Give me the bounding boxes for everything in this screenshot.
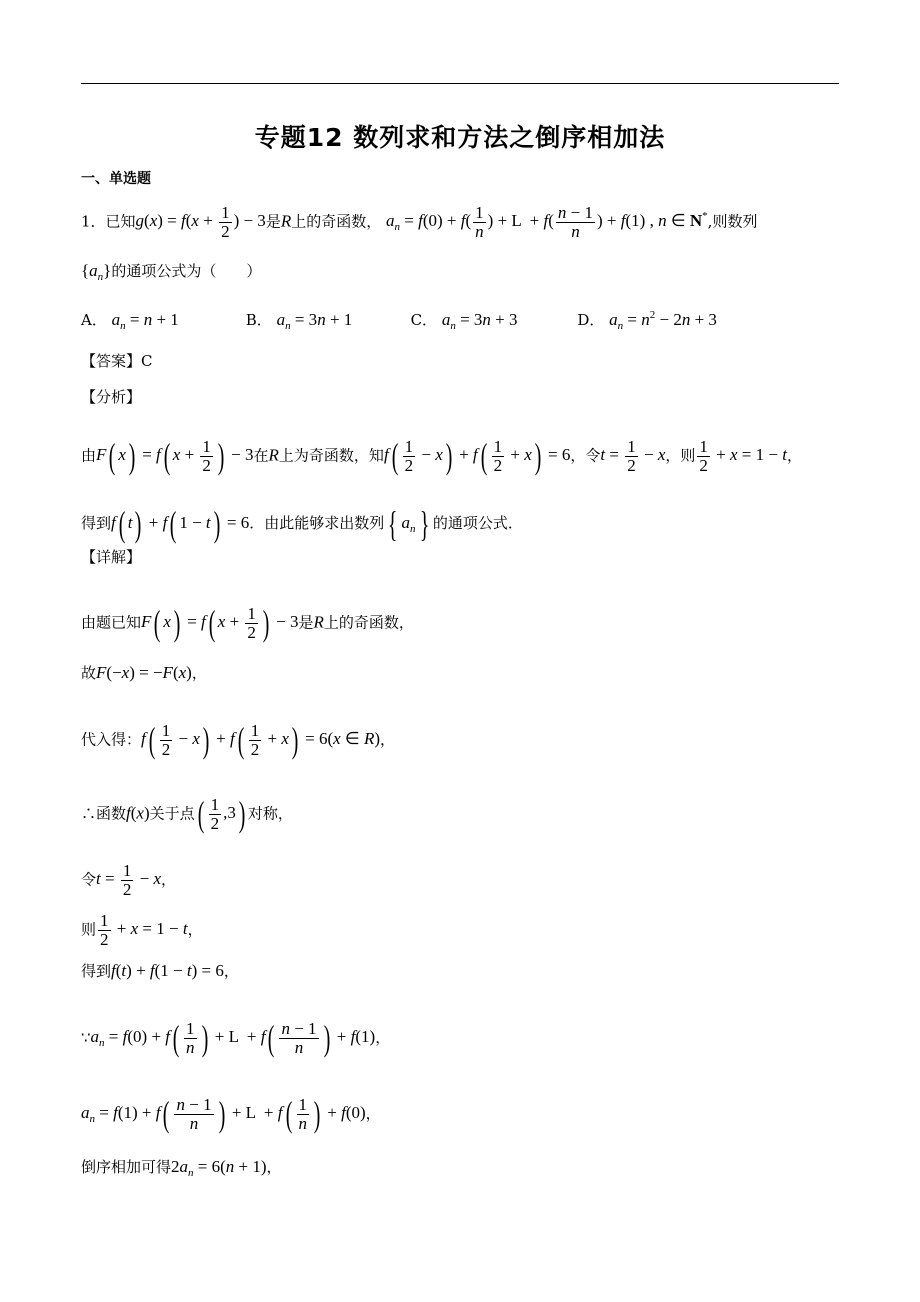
detail-line-5: 令t = $\frac{1}{2}$ − x，	[81, 861, 176, 899]
analysis-label: 【分析】	[81, 388, 142, 406]
question-1-line-1: 1．已知g(x) = f(x + $\frac{1}{2}$ ) − 3是R上的奇函数， $a_n = f(0) + f$( $\frac{1}{n}$ ) + L + f( $\frac{n - 1}{n}$ ) + f(1) , n ∈ N*,则数列	[81, 203, 758, 241]
question-1-line-2: $\{a_n\}$的通项公式为（ ）	[81, 261, 262, 283]
section-heading: 一、单选题	[81, 171, 151, 187]
question-number: 1．已知	[81, 212, 136, 231]
detail-line-6: 则 $\frac{1}{2}$ + x = 1 − t，	[81, 911, 203, 949]
detail-line-9: $a_n = f(1) + f$( $\frac{n - 1}{n}$ ) + L + f( $\frac{1}{n}$ ) + f(0)，	[81, 1094, 381, 1135]
answer-line: 【答案】C	[81, 352, 153, 370]
options-row	[81, 310, 717, 332]
option-a: A． $a_n = n + 1$	[81, 310, 179, 332]
page-title: 专题12 数列求和方法之倒序相加法	[254, 123, 666, 152]
detail-line-7: 得到f(t) + f(1 − t) = 6，	[81, 961, 239, 980]
option-b: B． $a_n = 3n + 1$	[245, 310, 353, 332]
analysis-line-2: 得到f( t) + f( 1 − t) = 6．由此能够求出数列 { $a_n$ } 的通项公式．	[81, 504, 523, 544]
detail-line-3: 代入得：f( $\frac{1}{2}$ − x) + f( $\frac{1}{2}$ + x) = 6(x ∈ R)，	[81, 720, 396, 761]
detail-label: 【详解】	[81, 548, 142, 566]
detail-line-8: $\because a_n = f(0) + f$( $\frac{1}{n}$ ) + L + f( $\frac{n - 1}{n}$ ) + f(1)，	[81, 1018, 391, 1059]
detail-line-4: ∴函数f(x)关于点( $\frac{1}{2}$ ,3) 对称，	[81, 794, 293, 835]
detail-line-10: 倒序相加可得$2a_n = 6(n + 1)$，	[81, 1157, 282, 1179]
option-c: C． $a_n = 3n + 3$	[410, 310, 518, 332]
header-rule	[81, 83, 839, 84]
detail-line-1: 由题已知F( x) = f( x + $\frac{1}{2}$ ) − 3是R上的奇函数，	[81, 603, 414, 644]
detail-line-2: 故F(−x) = −F(x)，	[81, 663, 207, 682]
option-d: D． $a_n = n^2 - 2n + 3$	[577, 309, 717, 332]
analysis-line-1: 由F( x) = f( x + $\frac{1}{2}$ ) − 3在R上为奇函数，知f( $\frac{1}{2}$ − x) + f( $\frac{1}{2}$ + x) = 6，令t = $\frac{1}{2}$ − x，则 $\frac{1}{2}$ + x = 1 − t，	[81, 436, 802, 477]
